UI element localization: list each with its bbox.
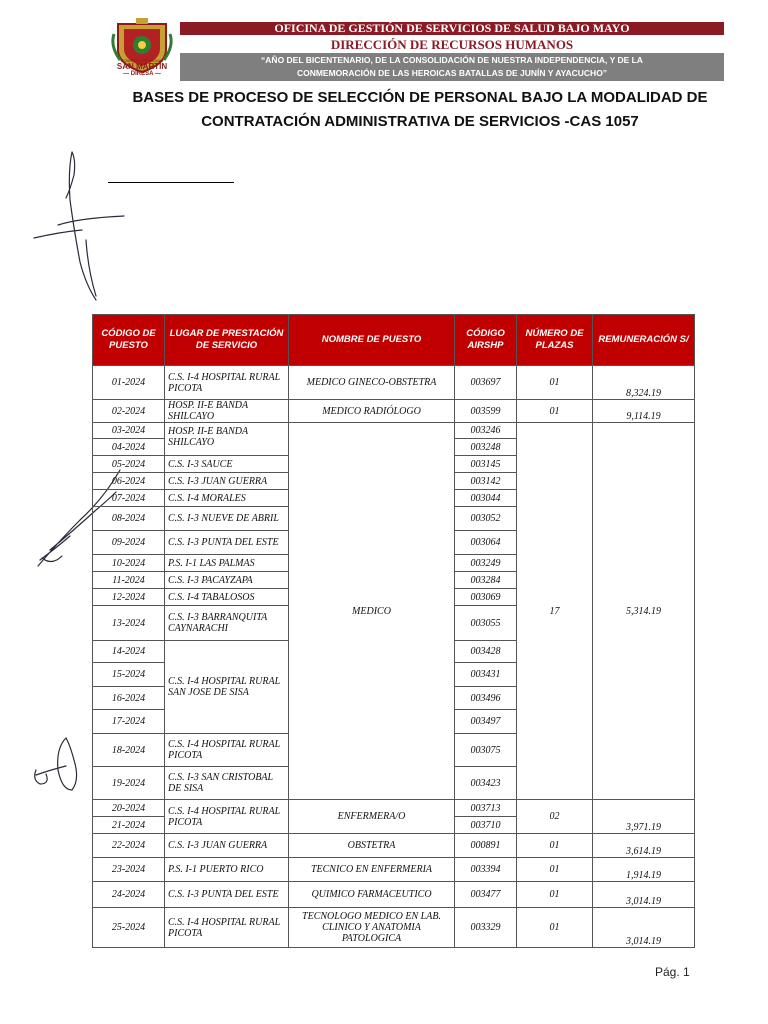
place-cell: C.S. I-3 JUAN GUERRA xyxy=(165,834,289,858)
title-line-1: BASES DE PROCESO DE SELECCIÓN DE PERSONAL BAJO LA MODALIDAD DE xyxy=(132,89,708,106)
salary-cell: 3,971.19 xyxy=(593,800,695,834)
plazas-cell: 01 xyxy=(517,400,593,423)
plazas-cell: 01 xyxy=(517,858,593,882)
header-remuneracion: REMUNERACIÓN S/ xyxy=(593,315,695,366)
airshp-cell: 003477 xyxy=(455,882,517,908)
table-header-row xyxy=(93,315,695,366)
code-cell: 01-2024 xyxy=(93,366,165,400)
salary-cell: 1,914.19 xyxy=(593,858,695,882)
salary-cell: 3,014.19 xyxy=(593,908,695,948)
plazas-cell: 01 xyxy=(517,908,593,948)
airshp-cell: 003394 xyxy=(455,858,517,882)
place-cell: C.S. I-3 BARRANQUITA CAYNARACHI xyxy=(165,606,289,641)
place-cell: C.S. I-4 HOSPITAL RURAL PICOTA xyxy=(165,734,289,767)
airshp-cell: 003248 xyxy=(455,439,517,456)
plazas-cell: 02 xyxy=(517,800,593,834)
airshp-cell: 003284 xyxy=(455,572,517,589)
header-nombre: NOMBRE DE PUESTO xyxy=(289,315,455,366)
code-cell: 11-2024 xyxy=(93,572,165,589)
header-lugar: LUGAR DE PRESTACIÓN DE SERVICIO xyxy=(165,315,289,366)
page-number: Pág. 1 xyxy=(655,965,690,979)
place-cell: C.S. I-3 PACAYZAPA xyxy=(165,572,289,589)
position-cell: MEDICO xyxy=(289,423,455,800)
table-row xyxy=(93,908,695,948)
airshp-cell: 003052 xyxy=(455,507,517,531)
airshp-cell: 003428 xyxy=(455,641,517,663)
place-cell: P.S. I-1 LAS PALMAS xyxy=(165,555,289,572)
place-cell: C.S. I-3 SAUCE xyxy=(165,456,289,473)
airshp-cell: 000891 xyxy=(455,834,517,858)
year-line-2: CONMEMORACIÓN DE LAS HEROICAS BATALLAS DE JUNÍN Y AYACUCHO” xyxy=(296,68,608,78)
place-cell: C.S. I-4 TABALOSOS xyxy=(165,589,289,606)
place-cell: P.S. I-1 PUERTO RICO xyxy=(165,858,289,882)
code-cell: 06-2024 xyxy=(93,473,165,490)
salary-cell: 5,314.19 xyxy=(593,423,695,800)
code-cell: 10-2024 xyxy=(93,555,165,572)
airshp-cell: 003710 xyxy=(455,817,517,834)
airshp-cell: 003064 xyxy=(455,531,517,555)
plazas-cell: 01 xyxy=(517,834,593,858)
airshp-cell: 003497 xyxy=(455,710,517,734)
header-airshp: CÓDIGO AIRSHP xyxy=(455,315,517,366)
position-cell: MEDICO GINECO-OBSTETRA xyxy=(289,366,455,400)
code-cell: 12-2024 xyxy=(93,589,165,606)
logo-caption xyxy=(104,59,180,77)
place-cell: C.S. I-3 JUAN GUERRA xyxy=(165,473,289,490)
position-cell: TECNICO EN ENFERMERIA xyxy=(289,858,455,882)
airshp-cell: 003075 xyxy=(455,734,517,767)
logo-line-3: — DIRESA — xyxy=(123,71,161,77)
code-cell: 02-2024 xyxy=(93,400,165,423)
airshp-cell: 003423 xyxy=(455,767,517,800)
code-cell: 19-2024 xyxy=(93,767,165,800)
airshp-cell: 003145 xyxy=(455,456,517,473)
place-cell: C.S. I-3 PUNTA DEL ESTE xyxy=(165,882,289,908)
code-cell: 22-2024 xyxy=(93,834,165,858)
logo-line-1: GOBIERNO REGIONAL xyxy=(120,58,164,63)
code-cell: 03-2024 xyxy=(93,423,165,439)
code-cell: 05-2024 xyxy=(93,456,165,473)
code-cell: 14-2024 xyxy=(93,641,165,663)
place-cell: HOSP. II-E BANDA SHILCAYO xyxy=(165,400,289,423)
place-cell: HOSP. II-E BANDA SHILCAYO xyxy=(165,423,289,456)
place-cell: C.S. I-4 HOSPITAL RURAL PICOTA xyxy=(165,800,289,834)
year-banner xyxy=(180,53,724,81)
code-cell: 17-2024 xyxy=(93,710,165,734)
airshp-cell: 003246 xyxy=(455,423,517,439)
code-cell: 15-2024 xyxy=(93,663,165,687)
airshp-cell: 003431 xyxy=(455,663,517,687)
logo-line-2: SAN MARTIN xyxy=(116,62,168,71)
code-cell: 07-2024 xyxy=(93,490,165,507)
cas-positions-table xyxy=(92,314,695,948)
position-cell: OBSTETRA xyxy=(289,834,455,858)
position-cell: QUIMICO FARMACEUTICO xyxy=(289,882,455,908)
header-codigo: CÓDIGO DE PUESTO xyxy=(93,315,165,366)
code-cell: 04-2024 xyxy=(93,439,165,456)
table-row xyxy=(93,400,695,423)
airshp-cell: 003142 xyxy=(455,473,517,490)
airshp-cell: 003055 xyxy=(455,606,517,641)
place-cell: C.S. I-3 SAN CRISTOBAL DE SISA xyxy=(165,767,289,800)
table-row xyxy=(93,834,695,858)
airshp-cell: 003496 xyxy=(455,687,517,710)
plazas-cell: 01 xyxy=(517,366,593,400)
plazas-cell: 01 xyxy=(517,882,593,908)
salary-cell: 3,614.19 xyxy=(593,834,695,858)
year-line-1: “AÑO DEL BICENTENARIO, DE LA CONSOLIDACIÓN DE NUESTRA INDEPENDENCIA, Y DE LA xyxy=(261,55,643,65)
airshp-cell: 003249 xyxy=(455,555,517,572)
code-cell: 20-2024 xyxy=(93,800,165,817)
direction-title: DIRECCIÓN DE RECURSOS HUMANOS xyxy=(330,37,574,52)
code-cell: 23-2024 xyxy=(93,858,165,882)
signature-line xyxy=(108,182,234,183)
place-cell: C.S. I-3 NUEVE DE ABRIL xyxy=(165,507,289,531)
table-row xyxy=(93,882,695,908)
place-cell: C.S. I-3 PUNTA DEL ESTE xyxy=(165,531,289,555)
table-row xyxy=(93,858,695,882)
place-cell: C.S. I-4 HOSPITAL RURAL SAN JOSE DE SISA xyxy=(165,641,289,734)
code-cell: 09-2024 xyxy=(93,531,165,555)
position-cell: ENFERMERA/O xyxy=(289,800,455,834)
airshp-cell: 003044 xyxy=(455,490,517,507)
airshp-cell: 003599 xyxy=(455,400,517,423)
table-row xyxy=(93,423,695,439)
airshp-cell: 003069 xyxy=(455,589,517,606)
place-cell: C.S. I-4 MORALES xyxy=(165,490,289,507)
document-title xyxy=(80,86,760,134)
code-cell: 16-2024 xyxy=(93,687,165,710)
office-banner: OFICINA DE GESTIÓN DE SERVICIOS DE SALUD BAJO MAYO xyxy=(180,22,724,35)
table-row xyxy=(93,800,695,817)
code-cell: 24-2024 xyxy=(93,882,165,908)
code-cell: 18-2024 xyxy=(93,734,165,767)
header-plazas: NÚMERO DE PLAZAS xyxy=(517,315,593,366)
code-cell: 13-2024 xyxy=(93,606,165,641)
airshp-cell: 003697 xyxy=(455,366,517,400)
code-cell: 25-2024 xyxy=(93,908,165,948)
airshp-cell: 003713 xyxy=(455,800,517,817)
plazas-cell: 17 xyxy=(517,423,593,800)
code-cell: 21-2024 xyxy=(93,817,165,834)
place-cell: C.S. I-4 HOSPITAL RURAL PICOTA xyxy=(165,366,289,400)
code-cell: 08-2024 xyxy=(93,507,165,531)
place-cell: C.S. I-4 HOSPITAL RURAL PICOTA xyxy=(165,908,289,948)
signature-stroke-top xyxy=(34,152,124,300)
position-cell: MEDICO RADIÓLOGO xyxy=(289,400,455,423)
title-line-2: CONTRATACIÓN ADMINISTRATIVA DE SERVICIOS -CAS 1057 xyxy=(201,113,639,130)
salary-cell: 3,014.19 xyxy=(593,882,695,908)
table-row xyxy=(93,366,695,400)
salary-cell: 8,324.19 xyxy=(593,366,695,400)
position-cell: TECNOLOGO MEDICO EN LAB. CLINICO Y ANATOMIA PATOLOGICA xyxy=(289,908,455,948)
airshp-cell: 003329 xyxy=(455,908,517,948)
salary-cell: 9,114.19 xyxy=(593,400,695,423)
signature-stroke-bottom xyxy=(35,738,77,790)
